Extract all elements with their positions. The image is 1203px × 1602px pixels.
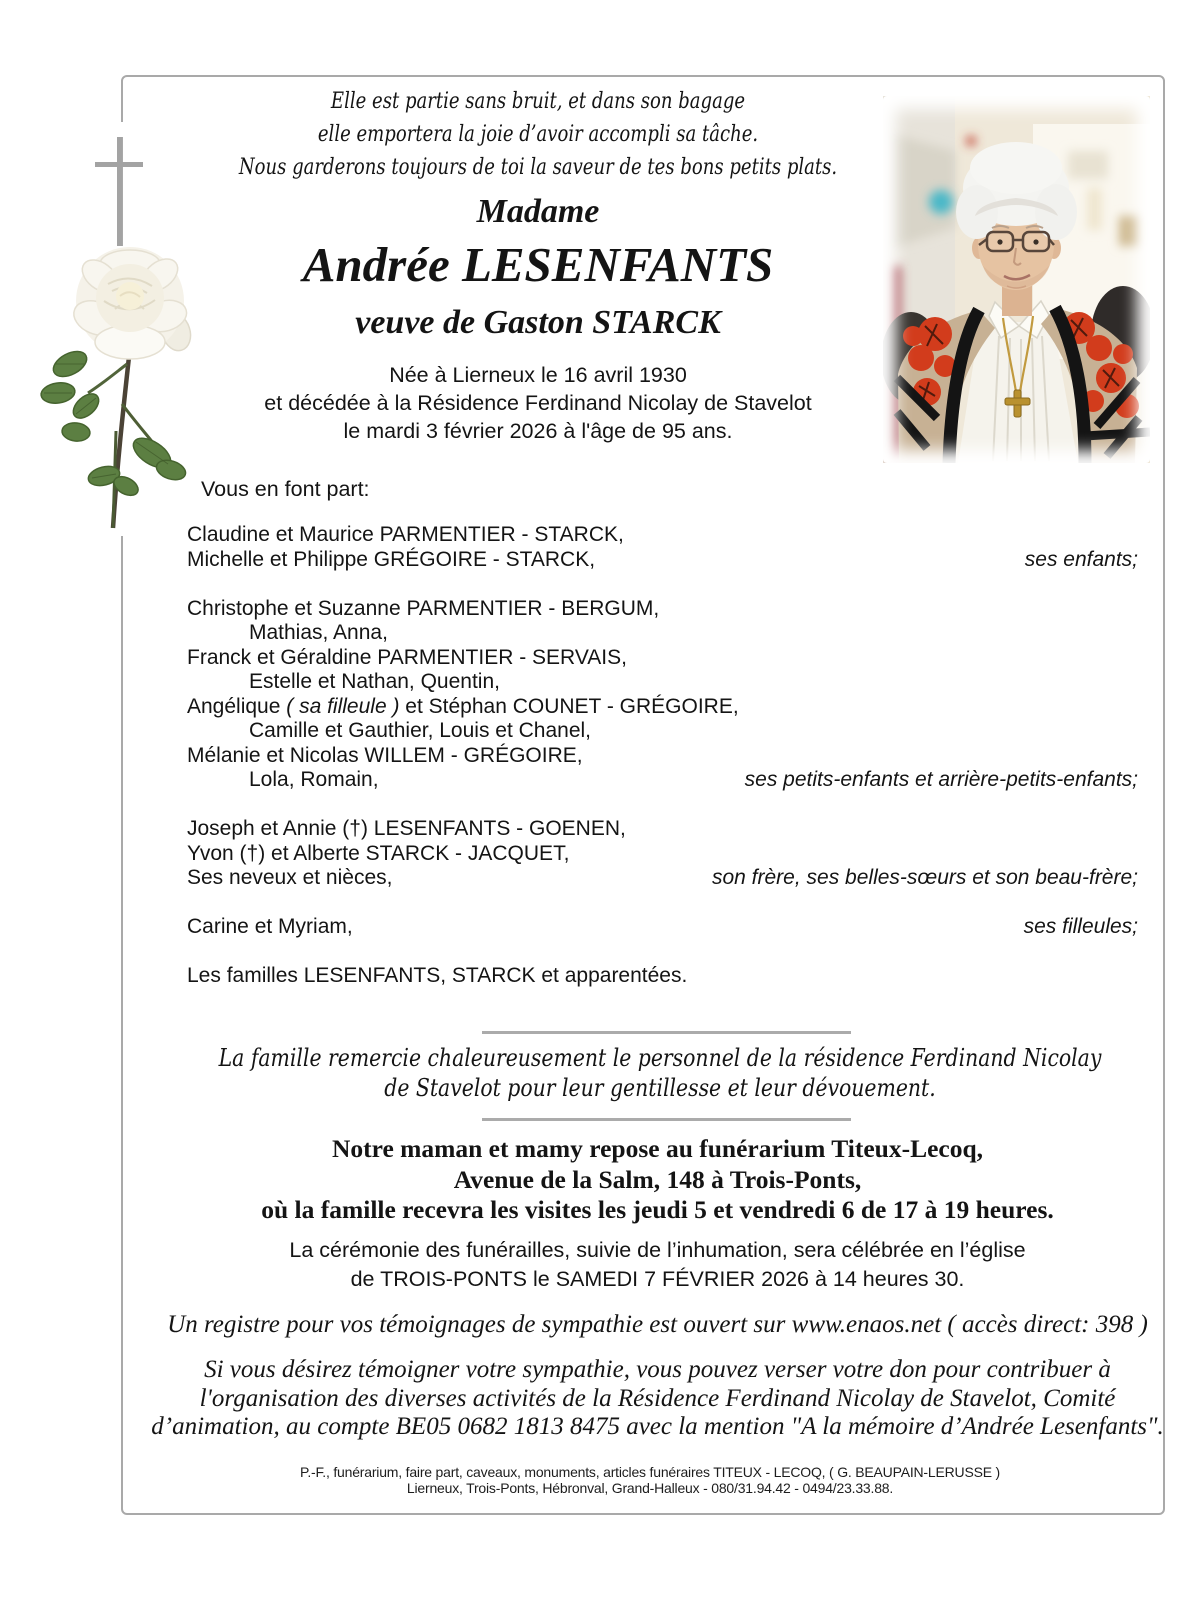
deceased-name: Andrée LESENFANTS (302, 237, 774, 292)
family-names: Michelle et Philippe GRÉGOIRE - STARCK, (187, 547, 596, 571)
wake-line: Avenue de la Salm, 148 à Trois-Ponts, (453, 1164, 862, 1194)
family-names: Lola, Romain, (249, 768, 379, 791)
epitaph (198, 85, 879, 184)
filleule-note: ( sa filleule ) (286, 694, 400, 718)
family-names: et Stéphan COUNET - GRÉGOIRE, (399, 694, 739, 718)
family-names: Claudine et Maurice PARMENTIER - STARCK, (187, 523, 624, 546)
epitaph-line: Elle est partie sans bruit, et dans son bagage (330, 89, 746, 114)
epitaph-line: elle emportera la joie d’avoir accompli sa tâche. (317, 122, 759, 147)
family-row (187, 548, 1138, 573)
spouse-line: veuve de Gaston STARCK (355, 304, 721, 341)
family-names: Christophe et Suzanne PARMENTIER - BERGUM, (187, 596, 660, 620)
donation-line: Si vous désirez témoigner votre sympathie, vous pouvez verser votre don pour contribuer à (204, 1356, 1111, 1383)
funeral-home-footer (135, 1465, 1165, 1496)
donation-line: l'organisation des diverses activités de la Résidence Ferdinand Nicolay de Stavelot, Comité (199, 1384, 1116, 1412)
family-row (187, 768, 1138, 793)
condolence-register-note: Un registre pour vos témoignages de sympathie est ouvert sur www.enaos.net ( accès direct: 398 ) (167, 1311, 1148, 1338)
family-row (187, 866, 1138, 891)
title-madame: Madame (476, 193, 600, 230)
relationship-label: ses enfants; (1024, 547, 1138, 571)
vital-dates (123, 361, 953, 445)
family-row (187, 842, 1138, 867)
family-row-angelique (187, 695, 1138, 720)
family-names: Ses neveux et nièces, (187, 866, 393, 889)
spacer (187, 940, 1138, 965)
family-names: Mathias, Anna, (249, 621, 388, 644)
cross-gap-top (113, 122, 125, 137)
cross-icon (117, 137, 122, 247)
family-names: Carine et Myriam, (187, 915, 353, 938)
thanks-note (218, 1043, 1102, 1103)
family-row (187, 719, 1138, 744)
wake-line: où la famille recevra les visites les jeudi 5 et vendredi 6 de 17 à 19 heures. (261, 1195, 1054, 1224)
thanks-line: La famille remercie chaleureusement le personnel de la résidence Ferdinand Nicolay (218, 1044, 1102, 1072)
spacer (187, 572, 1138, 597)
family-row (187, 597, 1138, 622)
wake-line: Notre maman et mamy repose au funérarium Titeux-Lecoq, (331, 1134, 984, 1163)
family-row (187, 523, 1138, 548)
thanks-line: de Stavelot pour leur gentillesse et leur dévouement. (384, 1074, 936, 1102)
family-row (187, 670, 1138, 695)
announcement-intro: Vous en font part: (201, 477, 370, 501)
family-names: Estelle et Nathan, Quentin, (249, 670, 500, 693)
family-row (187, 646, 1138, 671)
family-row (187, 744, 1138, 769)
ceremony-info (135, 1236, 1180, 1294)
family-row (187, 817, 1138, 842)
death-line1: et décédée à la Résidence Ferdinand Nicolay de Stavelot (264, 391, 812, 415)
footer-line: P.-F., funérarium, faire part, caveaux, monuments, articles funéraires TITEUX - LECOQ, ( G. BEAUPAIN-LERUSSE ) (299, 1464, 1001, 1480)
family-row (187, 621, 1138, 646)
spacer (187, 793, 1138, 818)
family-names: Franck et Géraldine PARMENTIER - SERVAIS, (187, 645, 627, 669)
divider-line (482, 1118, 851, 1121)
relationship-label: ses filleules; (1023, 915, 1138, 938)
family-names: Les familles LESENFANTS, STARCK et apparentées. (187, 964, 688, 987)
family-names: Angélique (187, 694, 287, 718)
family-names: Joseph et Annie (†) LESENFANTS - GOENEN, (187, 817, 626, 840)
donation-line: d’animation, au compte BE05 0682 1813 8475 avec la mention "A la mémoire d’Andrée Lesenfants". (151, 1413, 1164, 1440)
ceremony-line: de TROIS-PONTS le SAMEDI 7 FÉVRIER 2026 à 14 heures 30. (350, 1267, 965, 1291)
relationship-label: ses petits-enfants et arrière-petits-enfants; (744, 768, 1138, 791)
family-names: Mélanie et Nicolas WILLEM - GRÉGOIRE, (187, 743, 583, 767)
relationship-label: son frère, ses belles-sœurs et son beau-frère; (711, 866, 1138, 889)
family-names: Camille et Gauthier, Louis et Chanel, (249, 719, 592, 742)
family-names: Yvon (†) et Alberte STARCK - JACQUET, (187, 841, 570, 865)
epitaph-line: Nous garderons toujours de toi la saveur de tes bons petits plats. (238, 155, 838, 180)
family-row (187, 915, 1138, 940)
spacer (187, 891, 1138, 916)
divider-line (482, 1031, 851, 1034)
death-line2: le mardi 3 février 2026 à l'âge de 95 ans. (343, 419, 733, 443)
cross-icon-arm (95, 162, 143, 167)
birth-line: Née à Lierneux le 16 avril 1930 (389, 363, 687, 387)
wake-info (135, 1134, 1180, 1226)
family-list (187, 523, 1138, 989)
donation-note (135, 1356, 1180, 1442)
family-row (187, 964, 1138, 989)
footer-line: Lierneux, Trois-Ponts, Hébronval, Grand-Halleux - 080/31.94.42 - 0494/23.33.88. (406, 1479, 894, 1496)
ceremony-line: La cérémonie des funérailles, suivie de l’inhumation, sera célébrée en l’église (289, 1238, 1026, 1262)
